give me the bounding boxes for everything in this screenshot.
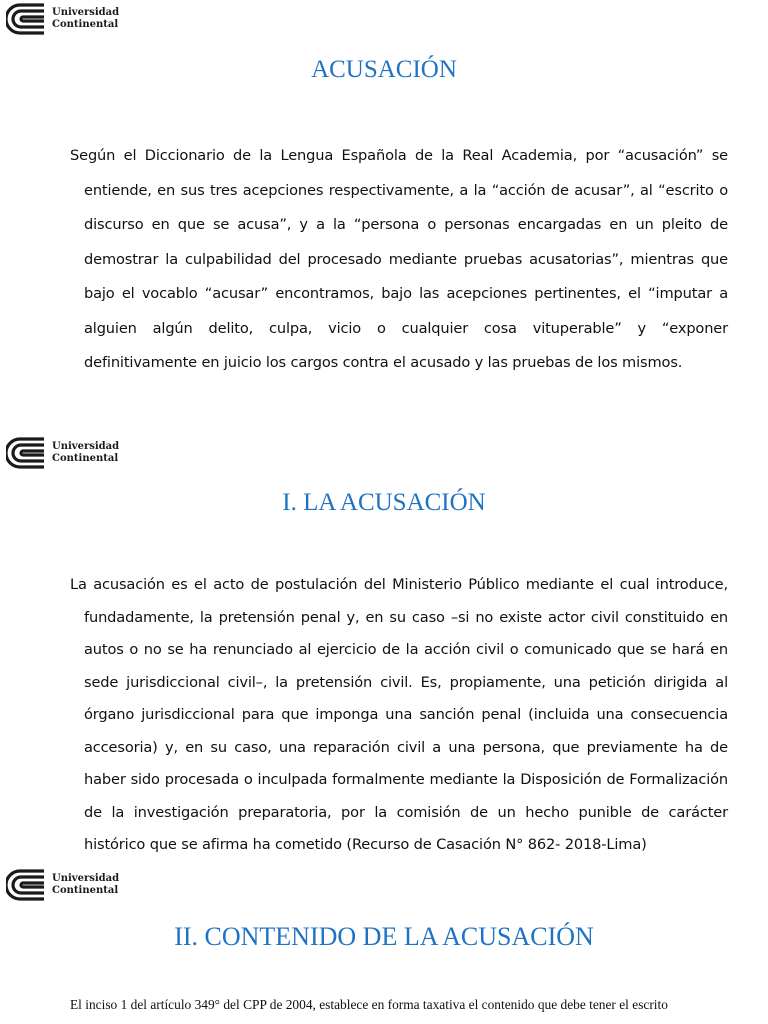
logo-line-2: Continental — [52, 453, 119, 464]
slide-body-text: La acusación es el acto de postulación del Ministerio Público mediante el cual introduce, fundadamente, la pretensión penal y, en su caso –si no existe actor civil constituido en autos o no se ha renunciado al ejercicio de la acción civil o comunicado que se hará en sede jurisdiccional civil–, la pretensión civil. Es, propiamente, una petición dirigida al órgano jurisdiccional para que imponga una sanción penal (incluida una consecuencia accesoria) y, en su caso, una reparación civil a una persona, que previamente ha de haber sido procesada o inculpada formalmente mediante la Disposición de Formalización de la investigación preparatoria, por la comisión de un hecho punible de carácter histórico que se afirma ha cometido (Recurso de Casación N° 862- 2018-Lima) — [70, 576, 728, 853]
slide-title: ACUSACIÓN — [311, 56, 457, 83]
logo-line-2: Continental — [52, 19, 119, 30]
slide-body-text: El inciso 1 del artículo 349° del CPP de 2004, establece en forma taxativa el contenido que debe tener el escrito — [70, 997, 668, 1012]
logo-line-1: Universidad — [52, 7, 120, 18]
logo-line-2: Continental — [52, 885, 119, 896]
slide-body-text: Según el Diccionario de la Lengua Española de la Real Academia, por “acusación” se entiende, en sus tres acepciones respectivamente, a la “acción de acusar”, al “escrito o discurso en que se acusa”, y a la “persona o personas encargadas en un pleito de demostrar la culpabilidad del procesado mediante pruebas acusatorias”, mientras que bajo el vocablo “acusar” encontramos, bajo las acepciones pertinentes, el “imputar a alguien algún delito, culpa, vicio o cualquier cosa vituperable” y “exponer definitivamente en juicio los cargos contra el acusado y las pruebas de los mismos. — [70, 147, 728, 371]
universidad-continental-logo-icon — [6, 436, 46, 470]
slide-title: I. LA ACUSACIÓN — [282, 489, 486, 516]
university-logo — [6, 868, 119, 902]
universidad-continental-logo-icon — [6, 868, 46, 902]
logo-line-1: Universidad — [52, 441, 120, 452]
logo-line-1: Universidad — [52, 873, 120, 884]
university-logo — [6, 436, 119, 470]
slide-title: II. CONTENIDO DE LA ACUSACIÓN — [174, 922, 594, 951]
